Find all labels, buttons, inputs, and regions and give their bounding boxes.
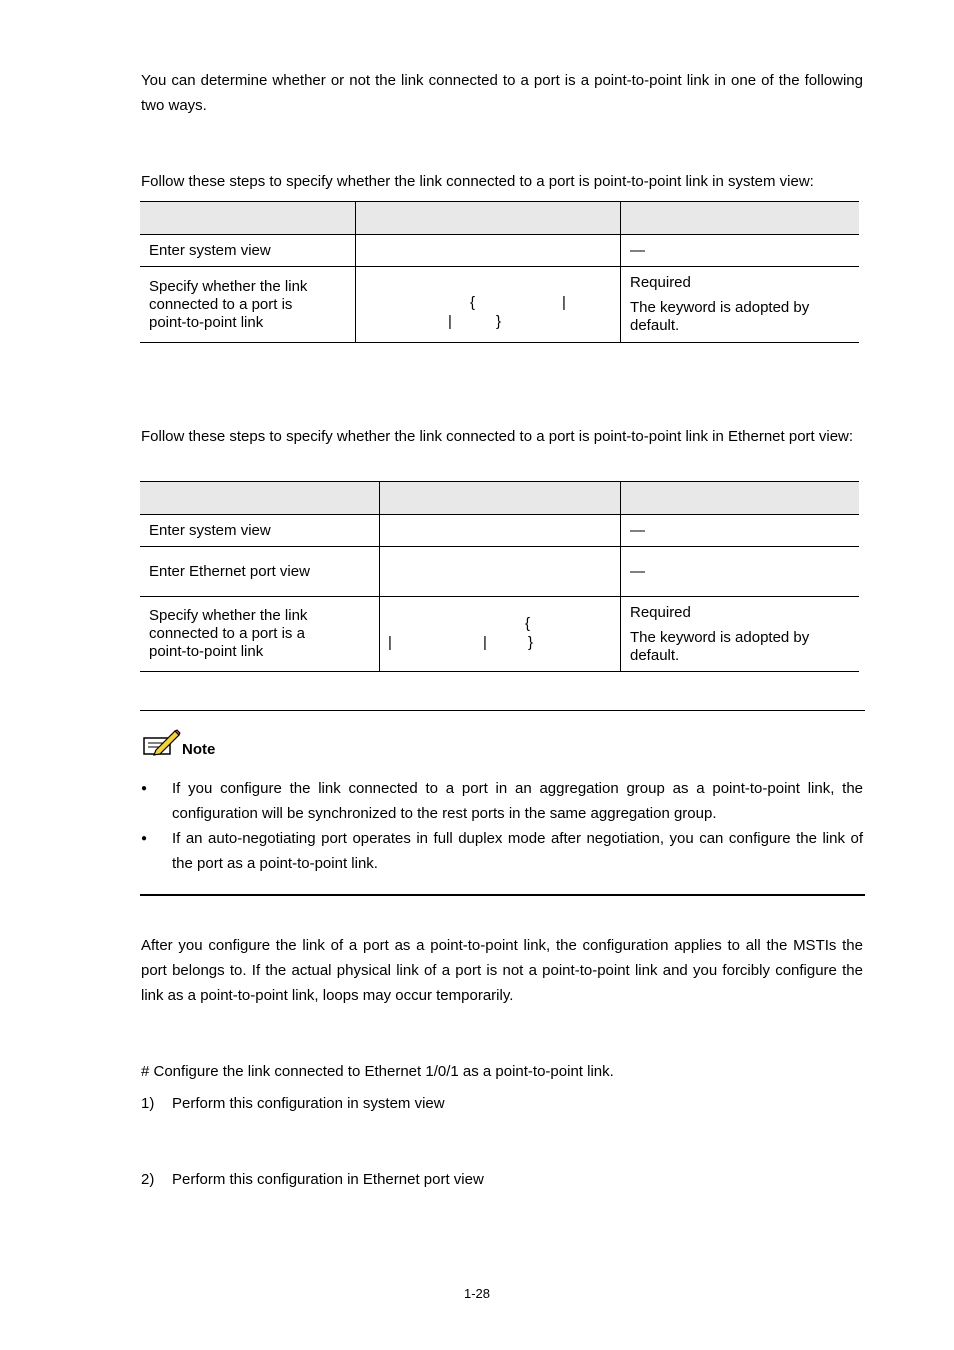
port-view-lead: Follow these steps to specify whether the link connected to a port is point-to-point link in Ethernet port view: bbox=[141, 428, 854, 445]
remarks-cell bbox=[621, 515, 860, 547]
table-header-row bbox=[140, 202, 859, 235]
operation-cell: Enter system view bbox=[140, 235, 356, 267]
example-lead: # Configure the link connected to Ethernet 1/0/1 as a point-to-point link. bbox=[141, 1063, 614, 1080]
step-text: Perform this configuration in system view bbox=[172, 1095, 445, 1112]
intro-paragraph: You can determine whether or not the link connected to a port is a point-to-point link in one of the following two ways. bbox=[141, 72, 863, 114]
bullet-icon: ● bbox=[141, 833, 148, 844]
command-cell bbox=[356, 235, 621, 267]
command-symbol: { bbox=[525, 615, 531, 632]
command-cell bbox=[380, 515, 621, 547]
table-row bbox=[140, 235, 859, 267]
remarks-default: The keyword is adopted by default. bbox=[630, 299, 810, 334]
command-symbol: | bbox=[562, 294, 566, 311]
table-row bbox=[140, 547, 859, 597]
remarks-dash: — bbox=[630, 562, 645, 580]
remarks-cell bbox=[621, 235, 860, 267]
remarks-cell bbox=[621, 597, 860, 672]
command-symbol: } bbox=[528, 634, 534, 651]
header-cell bbox=[356, 202, 621, 235]
operation-cell: Specify whether the link connected to a port is point-to-point link bbox=[140, 267, 356, 343]
operation-cell: Enter system view bbox=[140, 515, 380, 547]
command-cell bbox=[380, 547, 621, 597]
remarks-cell bbox=[621, 267, 860, 343]
header-cell bbox=[380, 482, 621, 515]
operation-cell: Enter Ethernet port view bbox=[140, 547, 380, 597]
command-symbol: | bbox=[448, 313, 452, 330]
remarks-required: Required bbox=[630, 274, 691, 291]
table-row bbox=[140, 267, 859, 343]
remarks-cell bbox=[621, 547, 860, 597]
note-pencil-icon bbox=[142, 728, 182, 758]
remarks-required: Required bbox=[630, 603, 691, 621]
remarks-dash: — bbox=[630, 521, 645, 539]
header-cell bbox=[621, 482, 860, 515]
remarks-dash: — bbox=[630, 241, 645, 259]
port-view-table bbox=[140, 481, 859, 672]
note-item: If you configure the link connected to a port in an aggregation group as a point-to-point link, the configuration will be synchronized to the rest ports in the same aggregation group. bbox=[172, 780, 863, 822]
command-cell bbox=[380, 597, 621, 672]
step-number: 1) bbox=[141, 1095, 155, 1112]
bullet-icon: ● bbox=[141, 783, 148, 794]
header-cell bbox=[140, 482, 380, 515]
system-view-table bbox=[140, 201, 859, 343]
note-title: Note bbox=[182, 741, 216, 758]
operation-cell: Specify whether the link connected to a port is a point-to-point link bbox=[140, 597, 380, 672]
command-symbol: | bbox=[483, 634, 487, 651]
header-cell bbox=[140, 202, 356, 235]
table-header-row bbox=[140, 482, 859, 515]
command-symbol: } bbox=[496, 313, 502, 330]
note-item: If an auto-negotiating port operates in full duplex mode after negotiation, you can configure the link of the port as a point-to-point link. bbox=[172, 830, 863, 872]
command-symbol: | bbox=[388, 634, 392, 651]
step-text: Perform this configuration in Ethernet port view bbox=[172, 1171, 484, 1188]
system-view-lead: Follow these steps to specify whether the link connected to a port is point-to-point link in system view: bbox=[141, 173, 814, 190]
step-number: 2) bbox=[141, 1171, 155, 1188]
after-note-paragraph: After you configure the link of a port as a point-to-point link, the configuration applies to all the MSTIs the port belongs to. If the actual physical link of a port is not a point-to-point link and you forcibly configure the link as a point-to-point link, loops may occur temporarily. bbox=[141, 937, 863, 1004]
remarks-default: The keyword is adopted by default. bbox=[630, 628, 810, 664]
page-number: 1-28 bbox=[463, 1286, 491, 1301]
table-row bbox=[140, 515, 859, 547]
command-symbol: { bbox=[470, 294, 476, 311]
header-cell bbox=[621, 202, 860, 235]
command-cell bbox=[356, 267, 621, 343]
table-row bbox=[140, 597, 859, 672]
